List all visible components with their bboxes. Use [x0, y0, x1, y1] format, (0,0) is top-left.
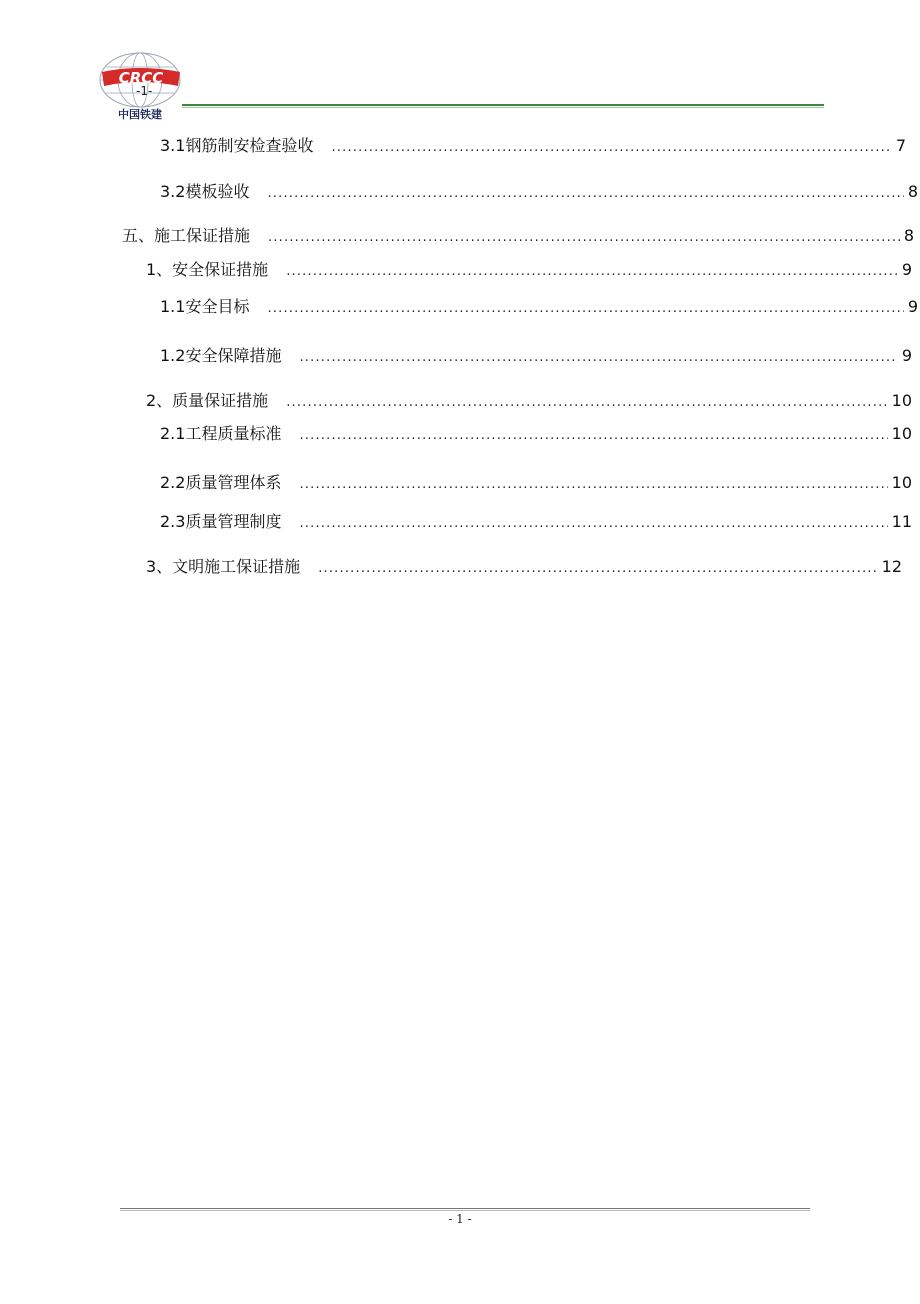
toc-entry[interactable] [160, 510, 912, 534]
toc-page-number: 9 [901, 346, 912, 365]
toc-page-number: 9 [901, 260, 912, 279]
toc-leader [299, 473, 887, 497]
header-rule [182, 104, 824, 109]
toc-entry[interactable] [160, 422, 912, 446]
toc-label: 五、施工保证措施 [122, 226, 251, 245]
toc-entry[interactable] [146, 258, 912, 282]
toc-leader [299, 512, 887, 536]
toc-entry[interactable] [160, 295, 918, 319]
toc-page-number: 10 [891, 473, 912, 492]
toc-leader [299, 424, 887, 448]
toc-entry[interactable] [160, 471, 912, 495]
toc-entry[interactable] [160, 180, 918, 204]
toc-label: 3.1钢筋制安检查验收 [160, 136, 314, 155]
toc-label: 3、文明施工保证措施 [146, 557, 301, 576]
toc-leader [299, 346, 897, 370]
toc-entry[interactable] [160, 134, 906, 158]
footer-rule-secondary [120, 1210, 810, 1211]
toc-label: 2、质量保证措施 [146, 391, 269, 410]
toc-entry[interactable] [160, 344, 912, 368]
toc-label: 1、安全保证措施 [146, 260, 269, 279]
toc-leader [331, 136, 891, 160]
toc-label: 2.2质量管理体系 [160, 473, 282, 492]
toc-entry[interactable] [146, 555, 902, 579]
toc-page-number: 8 [903, 226, 914, 245]
toc-leader [268, 226, 900, 250]
footer-page-number: - 1 - [448, 1212, 472, 1226]
toc-label: 2.1工程质量标准 [160, 424, 282, 443]
header-page-marker: -1- [136, 84, 153, 98]
toc-page-number: 10 [891, 391, 912, 410]
toc-page-number: 11 [891, 512, 912, 531]
toc-entry[interactable] [146, 389, 912, 413]
toc-entry[interactable] [122, 224, 914, 248]
toc-page-number: 9 [907, 297, 918, 316]
svg-text:CRCC: CRCC [118, 69, 164, 87]
toc-label: 3.2模板验收 [160, 182, 250, 201]
toc-leader [267, 182, 903, 206]
svg-text:中国铁建: 中国铁建 [118, 108, 162, 121]
toc-leader [286, 391, 887, 415]
toc-label: 1.1安全目标 [160, 297, 250, 316]
toc-page-number: 12 [881, 557, 902, 576]
toc-page-number: 10 [891, 424, 912, 443]
toc-page-number: 7 [895, 136, 906, 155]
toc-leader [318, 557, 877, 581]
toc-leader [267, 297, 903, 321]
toc-leader [286, 260, 898, 284]
footer-rule [120, 1208, 810, 1209]
toc-page-number: 8 [907, 182, 918, 201]
toc-label: 2.3质量管理制度 [160, 512, 282, 531]
toc-label: 1.2安全保障措施 [160, 346, 282, 365]
